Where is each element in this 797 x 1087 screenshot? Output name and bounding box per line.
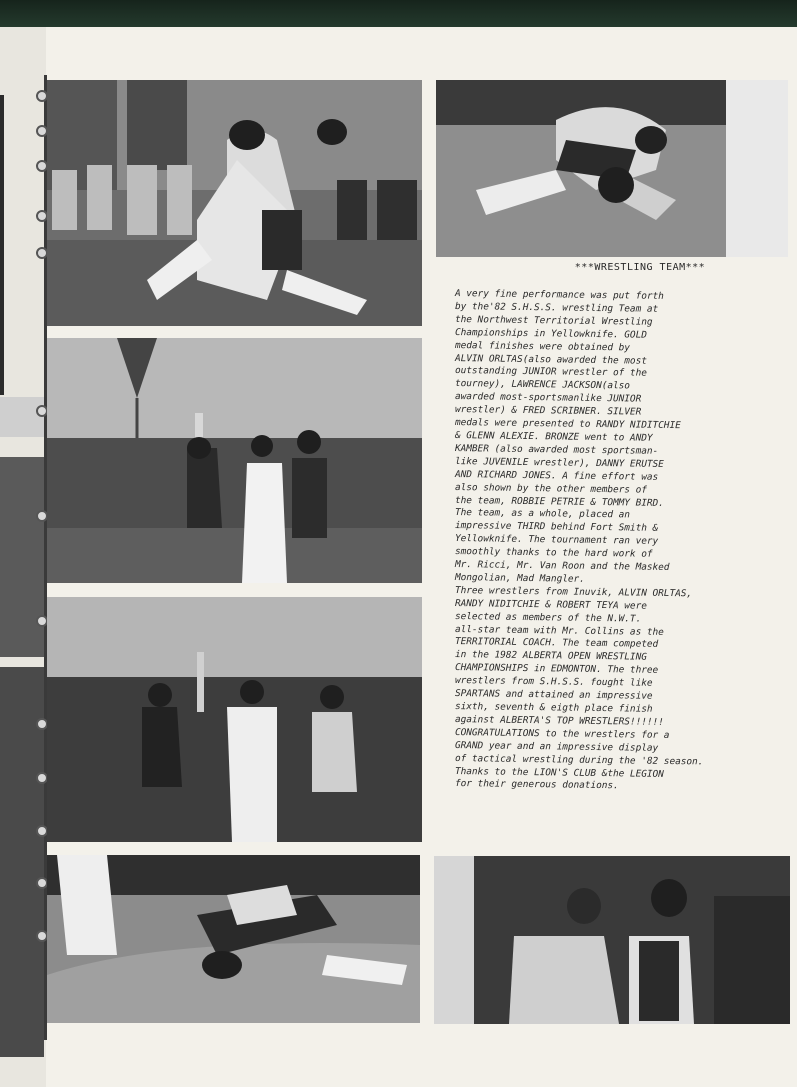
article-line: SPARTANS and attained an impressive [454, 688, 653, 702]
previous-page-edge [0, 27, 46, 1087]
article-line: Championships in Yellowknife. GOLD [454, 326, 647, 341]
article [455, 262, 785, 791]
article-line: wrestler) & FRED SCRIBNER. SILVER [454, 404, 642, 418]
article-line: smoothly thanks to the hard work of [454, 546, 653, 560]
photo-referee-victory-2 [47, 597, 422, 842]
article-line: Mr. Ricci, Mr. Van Roon and the Masked [454, 559, 670, 574]
article-line: GRAND year and an impressive display [454, 739, 659, 754]
photo-wrestlers-takedown [47, 80, 422, 326]
article-line: outstanding JUNIOR wrestler of the [454, 365, 647, 380]
article-line: RANDY NIDITCHIE & ROBERT TEYA were [454, 597, 647, 612]
article-heading: ***WRESTLING TEAM*** [574, 262, 706, 273]
article-line: like JUVENILE wrestler), DANNY ERUTSE [454, 455, 664, 470]
article-line: AND RICHARD JONES. A fine effort was [454, 468, 659, 483]
article-line: tourney), LAWRENCE JACKSON(also [454, 378, 631, 392]
article-line: medal finishes were obtained by [454, 339, 631, 354]
article-line: Thanks to the LION'S CLUB &the LEGION [454, 765, 664, 780]
article-line: wrestlers from S.H.S.S. fought like [454, 675, 653, 689]
article-line: CHAMPIONSHIPS in EDMONTON. The three [454, 662, 659, 677]
photo-pin-on-mat [47, 855, 420, 1023]
photo-mat-wrestling [436, 80, 788, 257]
article-line: CONGRATULATIONS to the wrestlers for a [454, 726, 670, 741]
article-line: Mongolian, Mad Mangler. [454, 571, 585, 585]
article-line: ALVIN ORLTAS(also awarded the most [454, 352, 647, 367]
article-line: impressive THIRD behind Fort Smith & [454, 520, 659, 535]
article-line: the team, ROBBIE PETRIE & TOMMY BIRD. [454, 494, 664, 509]
article-line: the Northwest Territorial Wrestling [454, 313, 653, 328]
article-line: medals were presented to RANDY NIDITCHIE [454, 417, 681, 432]
article-line: Three wrestlers from Inuvik, ALVIN ORLTAS, [454, 584, 693, 600]
article-line: also shown by the other members of [454, 481, 647, 496]
photo-referee-victory [47, 338, 422, 583]
article-line: for their generous donations. [454, 778, 619, 792]
article-line: of tactical wrestling during the '82 season. [454, 752, 704, 768]
article-line: against ALBERTA'S TOP WRESTLERS!!!!!! [454, 713, 664, 728]
article-line: KAMBER (also awarded most sportsman- [454, 442, 659, 457]
article-body [455, 288, 785, 791]
article-line: The team, as a whole, placed an [454, 507, 631, 521]
article-line: sixth, seventh & eigth place finish [454, 701, 653, 715]
article-line: by the'82 S.H.S.S. wrestling Team at [454, 300, 659, 315]
article-line: in the 1982 ALBERTA OPEN WRESTLING [454, 649, 647, 664]
photo-coach-talk [434, 856, 790, 1024]
article-line: all-star team with Mr. Collins as the [454, 623, 664, 638]
scan-top-border [0, 0, 797, 27]
article-line: awarded most-sportsmanlike JUNIOR [454, 391, 642, 405]
article-line: A very fine performance was put forth [454, 288, 664, 302]
article-line: selected as members of the N.W.T. [454, 610, 642, 625]
article-line: Yellowknife. The tournament ran very [454, 533, 659, 548]
article-line: TERRITORIAL COACH. The team competed [454, 636, 659, 651]
article-line: & GLENN ALEXIE. BRONZE went to ANDY [454, 429, 653, 444]
